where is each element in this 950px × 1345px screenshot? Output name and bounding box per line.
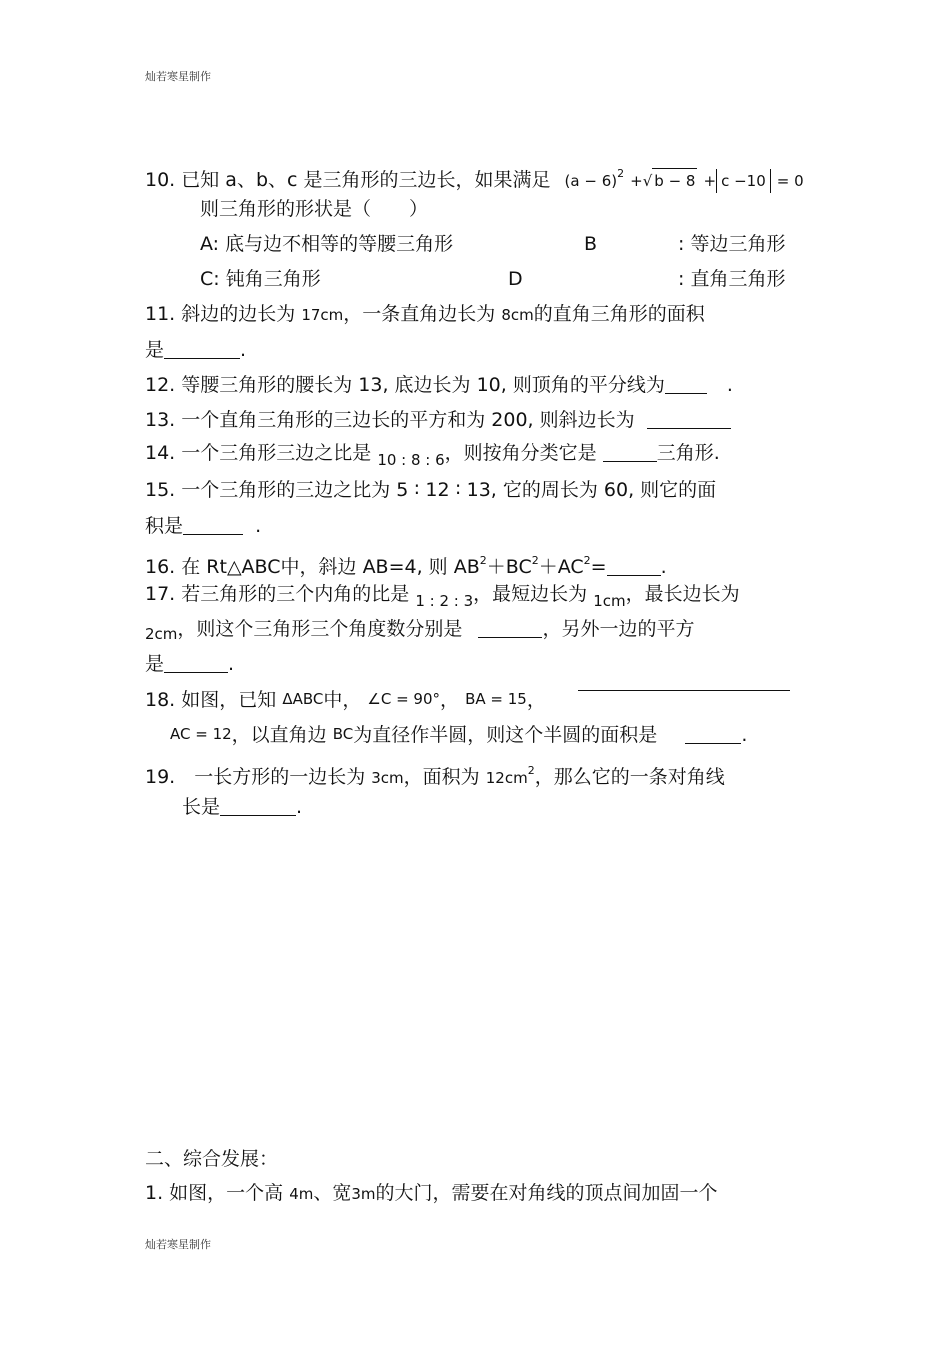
q10-option-d-text: : 直角三角形 <box>678 268 786 290</box>
q18-p6: 为直径作半圆，则这个半圆的面积是 <box>353 724 658 746</box>
q11-answer-blank[interactable] <box>164 340 240 359</box>
q18-line2 <box>170 723 747 748</box>
q15-p2: 积是 <box>145 515 184 537</box>
q12-text: 12. 等腰三角形的腰长为 13, 底边长为 10, 则顶角的平分线为 <box>145 374 665 396</box>
q10-line2: 则三角形的形状是（ ） <box>200 198 429 220</box>
q17-p1: 17. 若三角形的三个内角的比是 <box>145 583 410 605</box>
q13-text: 13. 一个直角三角形的三边长的平方和为 200, 则斜边长为 <box>145 409 635 431</box>
q18-ac: AC = 12 <box>170 725 232 743</box>
q10-eq-a: (a − 6) <box>564 172 618 190</box>
q19-p1: 19. 一长方形的一边长为 <box>145 766 366 788</box>
q11-line1 <box>145 302 705 327</box>
q14-ratio: 10 : 8 : 6 <box>377 451 445 469</box>
section2-q1-p2: 的大门，需要在对角线的顶点间加固一个 <box>375 1182 718 1204</box>
q15-end: . <box>255 515 262 537</box>
q18-triangle: ΔABC <box>282 690 324 708</box>
q10-eq-abs: c −10 <box>716 169 771 193</box>
page-header: 灿若寒星制作 <box>145 70 211 83</box>
q18-bc: BC <box>332 725 354 743</box>
q16-p1: 16. 在 Rt△ABC中，斜边 AB=4, 则 AB <box>145 556 480 578</box>
section2-q1-height: 4m <box>289 1185 314 1203</box>
q11-line2 <box>145 338 246 362</box>
q10-option-a: A: 底与边不相等的等腰三角形 <box>200 233 454 255</box>
q18-answer-blank[interactable] <box>685 725 741 744</box>
page-footer: 灿若寒星制作 <box>145 1238 211 1251</box>
q19-p3: ，那么它的一条对角线 <box>534 766 725 788</box>
q18-p5: ，以直角边 <box>231 724 327 746</box>
q11-v2: 8cm <box>501 306 534 324</box>
section2-q1-width: 3m <box>351 1185 376 1203</box>
q17-p4: ，则这个三角形三个角度数分别是 <box>177 618 463 640</box>
q10-eq-plus1: + <box>630 172 643 190</box>
q19-line1 <box>145 759 725 790</box>
q11-p1: 11. 斜边的边长为 <box>145 303 296 325</box>
q14-line <box>145 441 720 469</box>
q17-end: . <box>228 653 235 675</box>
q12-end: . <box>726 374 733 396</box>
q10-stem: 10. 已知 a、b、c 是三角形的三边长，如果满足 <box>145 169 551 191</box>
q18-line1 <box>145 688 546 713</box>
q17-v2: 2cm <box>145 625 178 643</box>
q10-eq-zero: = 0 <box>776 172 804 190</box>
q19-sup: 2 <box>527 764 535 777</box>
q19-end: . <box>296 796 303 818</box>
q16-sup3: 2 <box>583 554 591 567</box>
q16-sup2: 2 <box>531 554 539 567</box>
q16-end: . <box>660 556 667 578</box>
q17-line1 <box>145 582 740 610</box>
q15-line1: 15. 一个三角形的三边之比为 5 ∶ 12 ∶ 13, 它的周长为 60, 则它的面 <box>145 479 717 501</box>
q19-answer-blank[interactable] <box>220 797 296 816</box>
q11-p4: 是 <box>145 339 165 361</box>
q17-p6: 是 <box>145 653 165 675</box>
q18-angle-c: ∠C = 90° <box>367 690 441 708</box>
q16-p3: ＋AC <box>538 556 584 578</box>
q16-p4: = <box>590 556 607 578</box>
q18-end: . <box>741 724 748 746</box>
section2-q1-sep: 、宽 <box>313 1182 352 1204</box>
q17-p3: ，最长边长为 <box>625 583 740 605</box>
q10-line1: 10. 已知 a、b、c 是三角形的三边长，如果满足 $(a - 6)^2$ +√ b − 8 + c −10 = 0 <box>145 167 804 191</box>
q17-v1: 1cm <box>593 592 626 610</box>
q16-line <box>145 549 667 579</box>
section2-q1-line1 <box>145 1181 718 1206</box>
q17-p5: ，另外一边的平方 <box>542 618 695 640</box>
q18-p2: 中， <box>323 689 362 711</box>
q17-angles-blank[interactable] <box>478 619 542 638</box>
q19-v2: 12cm <box>485 769 528 787</box>
q16-answer-blank[interactable] <box>607 557 661 576</box>
q10-eq-sq: 2 <box>617 167 625 180</box>
q19-p2: ，面积为 <box>403 766 480 788</box>
figure-rule-line <box>578 690 790 691</box>
q10-option-d-letter: D <box>508 268 523 290</box>
q11-end: . <box>240 339 247 361</box>
q12-line <box>145 373 733 397</box>
q17-square-blank[interactable] <box>164 654 228 673</box>
q15-answer-blank[interactable] <box>183 516 243 535</box>
q17-line3 <box>145 652 234 676</box>
section2-title: 二、综合发展： <box>145 1148 279 1170</box>
q19-v1: 3cm <box>371 769 404 787</box>
q10-option-b-text: : 等边三角形 <box>678 233 786 255</box>
q12-answer-blank[interactable] <box>665 375 707 394</box>
q17-p2: ，最短边长为 <box>473 583 588 605</box>
q18-ba: BA = 15 <box>465 690 527 708</box>
q11-p2: ，一条直角边长为 <box>343 303 496 325</box>
q18-p3: ， <box>440 689 460 711</box>
q10-eq-root: b − 8 <box>652 168 697 193</box>
q10-option-b-letter: B <box>584 233 598 255</box>
q16-sup1: 2 <box>479 554 487 567</box>
q18-p1: 18. 如图，已知 <box>145 689 277 711</box>
q11-p3: 的直角三角形的面积 <box>533 303 705 325</box>
q19-p4: 长是 <box>182 796 221 818</box>
q10-eq-plus2: + <box>703 172 717 190</box>
q14-p1: 14. 一个三角形三边之比是 <box>145 442 372 464</box>
q14-p3: 三角形. <box>656 442 720 464</box>
q17-ratio: 1 : 2 : 3 <box>415 592 474 610</box>
q13-answer-blank[interactable] <box>647 410 731 429</box>
q11-v1: 17cm <box>301 306 344 324</box>
q14-answer-blank[interactable] <box>603 443 657 462</box>
section2-q1-p1: 1. 如图，一个高 <box>145 1182 284 1204</box>
q15-line2 <box>145 514 261 538</box>
q17-line2 <box>145 617 694 642</box>
q16-p2: ＋BC <box>486 556 532 578</box>
q19-line2 <box>182 795 302 819</box>
q18-p4: ， <box>526 689 546 711</box>
q14-p2: ，则按角分类它是 <box>444 442 597 464</box>
q10-option-c: C: 钝角三角形 <box>200 268 321 290</box>
q13-line <box>145 408 731 432</box>
